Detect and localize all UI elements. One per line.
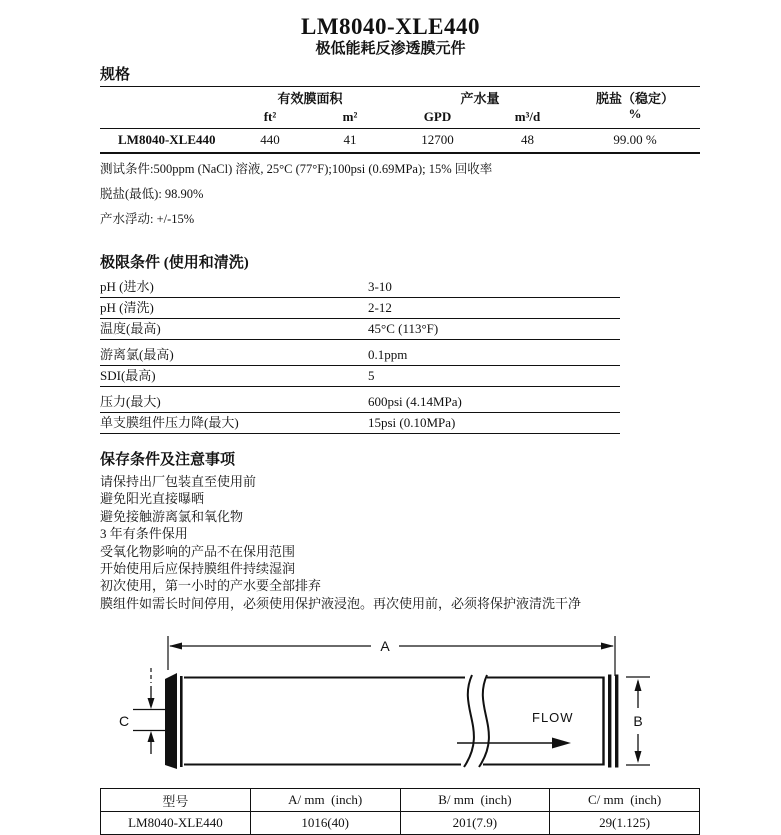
limit-label: SDI(最高)	[100, 368, 156, 383]
dim-value-b: 201(7.9)	[400, 812, 550, 835]
end-ring	[608, 675, 611, 768]
limit-label: 压力(最大)	[100, 394, 161, 409]
spec-empty-cell	[100, 107, 230, 129]
storage-notes	[100, 473, 700, 612]
brine-seal	[165, 673, 177, 769]
limit-value: 15psi (0.10MPa)	[368, 415, 456, 430]
limit-value: 600psi (4.14MPa)	[368, 394, 462, 409]
limit-value: 0.1ppm	[368, 347, 408, 362]
limit-row-temperature	[100, 319, 620, 340]
spec-col-gpd: GPD	[423, 109, 452, 124]
spec-group-rejection: 脱盐（稳定）	[595, 91, 674, 106]
end-ring	[615, 675, 618, 768]
page-subtitle: 极低能耗反渗透膜元件	[315, 41, 466, 57]
limit-label: 游离氯(最高)	[100, 347, 174, 362]
storage-heading: 保存条件及注意事项	[100, 452, 236, 468]
element-diagram	[95, 620, 700, 788]
test-conditions-note: 测试条件:500ppm (NaCl) 溶液, 25°C (77°F);100psi (0.69MPa); 15% 回收率	[100, 162, 493, 176]
limit-value: 45°C (113°F)	[368, 321, 439, 336]
limit-value: 3-10	[368, 279, 392, 294]
content-area	[100, 66, 700, 835]
spec-value-m2: 41	[343, 132, 357, 147]
limit-row-ph-cleaning	[100, 298, 620, 319]
storage-note: 膜组件如需长时间停用，必须使用保护液浸泡。再次使用前，必须将保护液清洗干净	[100, 595, 582, 611]
dim-value-model: LM8040-XLE440	[101, 812, 251, 835]
spec-table-group-header-row	[100, 87, 700, 108]
spec-value-rejection: 99.00 %	[613, 132, 657, 147]
limit-row-pressure-drop	[100, 413, 620, 434]
dimension-a-label: A	[380, 638, 390, 655]
page-title: LM8040-XLE440	[301, 14, 480, 39]
limit-row-pressure	[100, 392, 620, 413]
dimensions-header-row	[101, 789, 700, 812]
spec-table	[100, 86, 700, 154]
dim-value-c: 29(1.125)	[550, 812, 700, 835]
dim-header-a: A/ mm (inch)	[250, 789, 400, 812]
spec-col-percent: %	[628, 106, 642, 121]
dimension-c-label: C	[119, 713, 130, 730]
limit-row-ph-feed	[100, 277, 620, 298]
spec-value-m3d: 48	[521, 132, 534, 147]
min-rejection-note: 脱盐(最低): 98.90%	[100, 187, 204, 201]
dimension-b-label: B	[633, 713, 643, 730]
limits-table	[100, 277, 620, 434]
flow-label: FLOW	[532, 710, 574, 726]
spec-col-m3d: m³/d	[514, 109, 541, 124]
storage-note: 请保持出厂包装直至使用前	[100, 474, 257, 489]
storage-note: 3 年有条件保用	[100, 526, 188, 542]
limit-label: pH (进水)	[100, 279, 154, 294]
dim-header-model: 型号	[101, 789, 251, 812]
break-curve	[464, 675, 474, 767]
dimensions-data-row	[101, 812, 700, 835]
limit-label: pH (清洗)	[100, 300, 154, 315]
spec-group-membrane-area: 有效膜面积	[277, 91, 343, 106]
limits-heading: 极限条件 (使用和清洗)	[100, 255, 249, 271]
dimensions-table	[100, 788, 700, 835]
storage-note: 受氧化物影响的产品不在保用范围	[100, 543, 296, 559]
spec-col-ft2: ft²	[263, 109, 277, 124]
storage-note: 开始使用后应保持膜组件持续湿润	[100, 561, 296, 577]
limit-row-free-chlorine	[100, 345, 620, 366]
storage-note: 避免接触游离氯和氧化物	[100, 508, 244, 524]
spec-value-ft2: 440	[260, 132, 280, 147]
limit-label: 温度(最高)	[100, 321, 161, 336]
storage-note: 初次使用，第一小时的产水要全部排弃	[100, 578, 322, 594]
limit-row-sdi	[100, 366, 620, 387]
break-curve	[479, 675, 489, 767]
spec-model: LM8040-XLE440	[118, 132, 216, 147]
dim-value-a: 1016(40)	[250, 812, 400, 835]
spec-notes	[100, 162, 700, 227]
dim-header-b: B/ mm (inch)	[400, 789, 550, 812]
spec-group-permeate-flow: 产水量	[460, 91, 500, 106]
flow-variation-note: 产水浮动: +/-15%	[100, 212, 195, 226]
spec-col-m2: m²	[342, 109, 358, 124]
spec-empty-cell	[100, 87, 230, 108]
membrane-element-drawing	[95, 620, 685, 788]
specs-heading: 规格	[100, 67, 131, 83]
spec-table-data-row	[100, 129, 700, 154]
spec-table-subheader-row	[100, 107, 700, 129]
spec-value-gpd: 12700	[421, 132, 454, 147]
limit-value: 2-12	[368, 300, 392, 315]
limit-value: 5	[368, 368, 375, 383]
limit-label: 单支膜组件压力降(最大)	[100, 415, 239, 430]
dim-header-c: C/ mm (inch)	[550, 789, 700, 812]
storage-note: 避免阳光直接曝晒	[100, 491, 205, 507]
